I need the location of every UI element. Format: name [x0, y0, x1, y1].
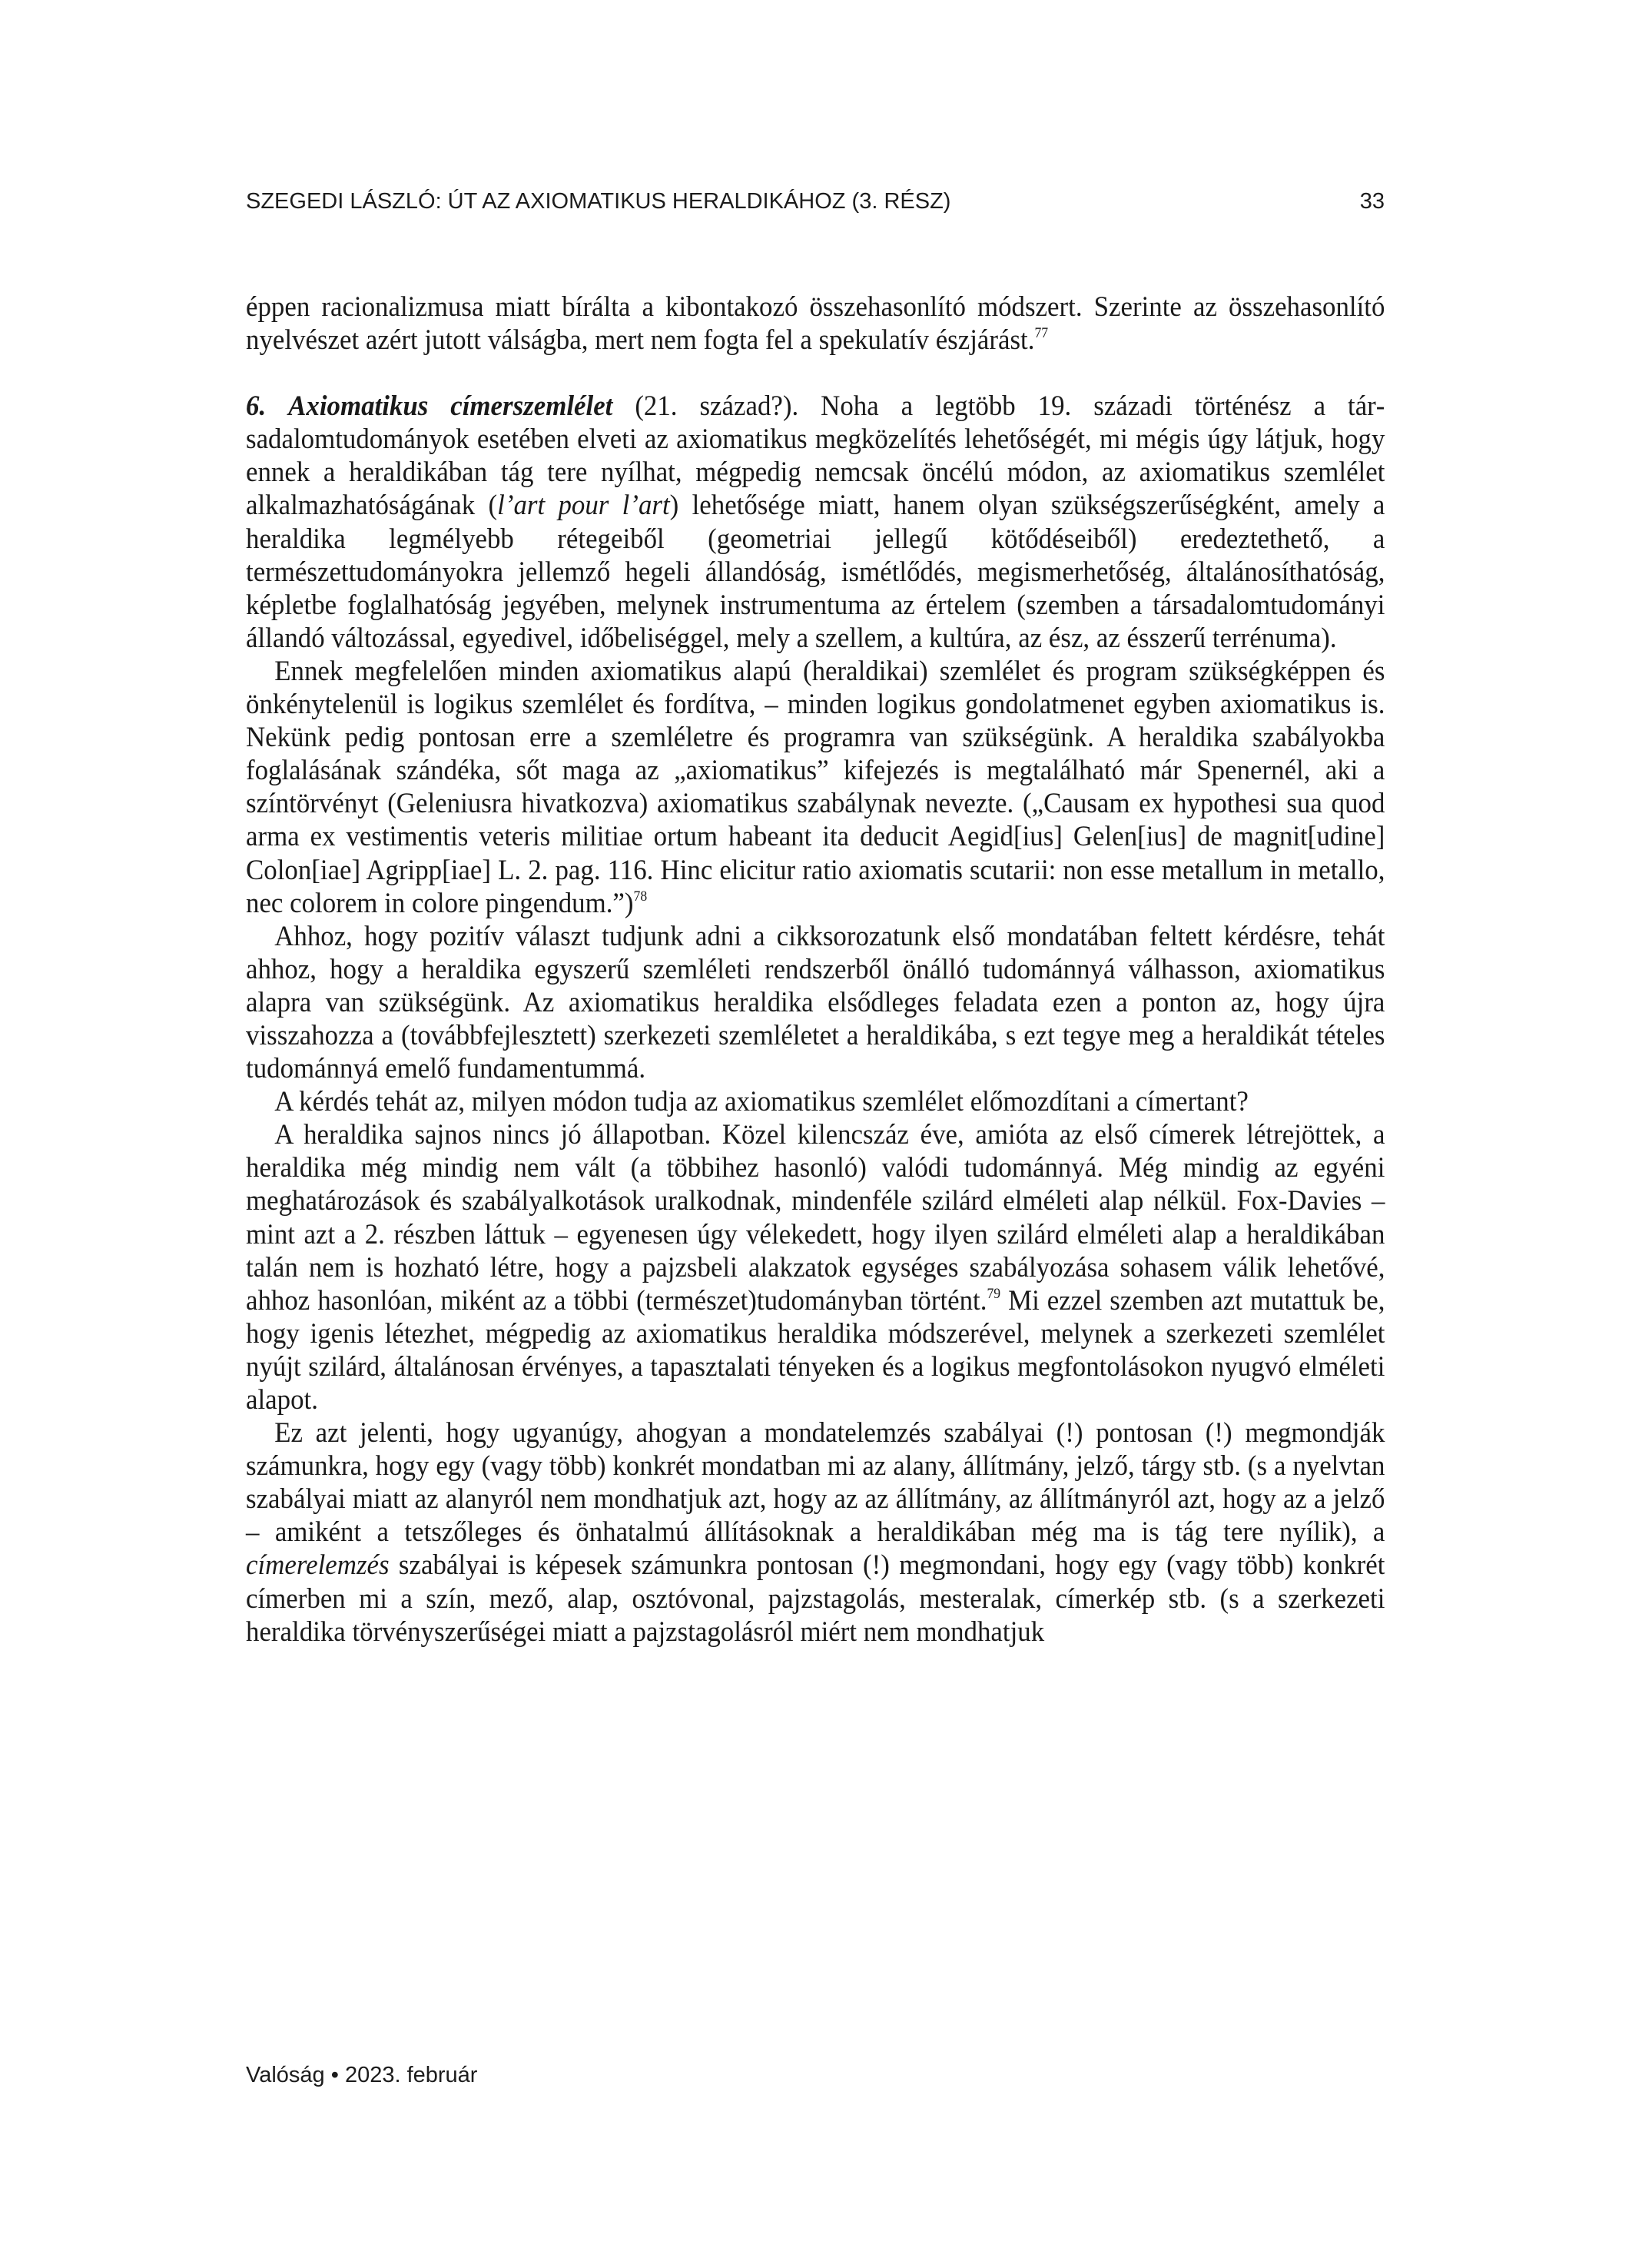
paragraph-text: ) lehetősége miatt, hanem olyan szükségszerűségként, amely a heraldika legmélyebb rétegeiből (geometriai jellegű kötődéseiből) eredeztethető, a természettudományokra jellemző hegeli állandóság, ismétlődés, megismerhetőség, általánosíthatóság, képletbe foglalhatóság jegyében, melynek instrumentuma az értelem (szemben a társadalomtudományi állandó változással, egyedivel, időbeliséggel, mely a szellem, a kultúra, az ész, az ésszerű terrénuma).: [246, 490, 1385, 654]
section-title: Axiomatikus címerszemlélet: [288, 390, 613, 423]
italic-term: címerelemzés: [246, 1549, 390, 1582]
paragraph-text: Ahhoz, hogy pozitív választ tudjunk adni a cikksorozatunk első mondatában feltett kérdésre, tehát ahhoz, hogy a heraldika egyszerű szemléleti rendszerből önálló tudománnyá válhasson, axiomatikus alapra van szükségünk. Az axiomatikus heraldika elsődleges feladata ezen a ponton az, hogy újra visszahozza a (továbbfejlesztett) szerkezeti szemléletet a heraldikába, s ezt tegye meg a heraldikát tételes tudománnyá emelő fundamentummá.: [246, 920, 1385, 1085]
paragraph-5: [246, 1085, 1385, 1118]
paragraph-text: szabályai is képesek számunkra pontosan (!) megmondani, hogy egy (vagy több) konkrét címerben mi a szín, mező, alap, osztóvonal, pajzstagolás, mesteralak, címerkép stb. (s a szerkezeti heraldika törvényszerűségei miatt a pajzstagolásról miért nem mondhatjuk: [246, 1549, 1385, 1648]
paragraph-1: [246, 291, 1385, 357]
running-title: SZEGEDI LÁSZLÓ: ÚT AZ AXIOMATIKUS HERALDIKÁHOZ (3. RÉSZ): [246, 189, 951, 214]
paragraph-text: Ez azt jelenti, hogy ugyanúgy, ahogyan a mondatelemzés szabályai (!) pontosan (!) megmondják számunkra, hogy egy (vagy több) konkrét mondatban mi az alany, állítmány, jelző, tárgy stb. (s a nyelvtan szabályai miatt az alanyról nem mondhatjuk azt, hogy az az állítmány, az állítmányról azt, hogy az a jelző – amiként a tetszőleges és önhatalmú állításoknak a heraldikában még ma is tág tere nyílik), a: [246, 1417, 1385, 1549]
footnote-ref-78[interactable]: 78: [633, 888, 648, 905]
paragraph-3: [246, 655, 1385, 920]
paragraph-text: éppen racionalizmusa miatt bírálta a kibontakozó összehasonlító módszert. Szerinte az összehasonlító nyelvészet azért jutott válságba, mert nem fogta fel a spekulatív észjárást.: [246, 291, 1385, 357]
issue-date: 2023. február: [344, 2063, 478, 2087]
paragraph-7: [246, 1416, 1385, 1649]
page-footer: [246, 2063, 477, 2088]
paragraph-4: [246, 920, 1385, 1085]
paragraph-text: Ennek megfelelően minden axiomatikus alapú (heraldikai) szemlélet és program szükségképpen és önkénytelenül is logikus szemlélet és fordítva, – minden logikus gondolatmenet egyben axiomatikus is. Nekünk pedig pontosan erre a szemléletre és programra van szükségünk. A heraldika szabályokba foglalásának szándéka, sőt maga az „axiomatikus” kifejezés is megtalálható már Spenernél, aki a színtörvényt (Geleniusra hivatkozva) axiomatikus szabálynak nevezte. („Causam ex hypothesi sua quod arma ex vestimentis veteris militiae ortum habeant ita deducit Aegid[ius] Gelen[ius] de magnit[udine] Colon[iae] Agripp[iae] L. 2. pag. 116. Hinc elicitur ratio axiomatis scutarii: non esse metallum in metallo, nec colorem in colore pingendum.”): [246, 655, 1385, 919]
footnote-ref-77[interactable]: 77: [1034, 325, 1049, 342]
paragraph-text: A heraldika sajnos nincs jó állapotban. Közel kilencszáz éve, amióta az első címerek létrejöttek, a heraldika még mindig nem vált (a többihez hasonló) valódi tudománnyá. Még mindig az egyéni meghatározások és szabályalkotások uralkodnak, mindenféle szilárd elméleti alap nélkül. Fox-Davies – mint azt a 2. részben láttuk – egyenesen úgy vélekedett, hogy ilyen szilárd elméleti alap a heraldikában talán nem is hozható létre, hogy a pajzsbeli alakzatok egységes szabályozása sohasem válik lehetővé, ahhoz hasonlóan, miként az a többi (természet)tudományban történt.: [246, 1119, 1385, 1317]
footnote-ref-79[interactable]: 79: [987, 1285, 1001, 1302]
paragraph-text: (21. század?). Noha a legtöbb 19. századi történész a társadalomtudományok esetében elveti az axiomatikus megközelítés lehetőségét, mi mégis úgy látjuk, hogy ennek a heraldikában tág tere nyílhat, mégpedig nemcsak öncélú módon, az axiomatikus szemlélet alkalmazhatóságának (: [246, 390, 1385, 522]
italic-phrase: l’art pour l’art: [497, 490, 670, 522]
bullet-separator: •: [330, 2063, 339, 2087]
paragraph-text: Mi ezzel szemben azt mutattuk be, hogy igenis létezhet, mégpedig az axiomatikus heraldika módszerével, melynek a szerkezeti szemlélet nyújt szilárd, általánosan érvényes, a tapasztalati tényeken és a logikus megfontolásokon nyugvó elméleti alapot.: [246, 1284, 1385, 1416]
section-number: 6.: [246, 390, 267, 423]
page-number: 33: [1359, 189, 1385, 214]
paragraph-section-6: [246, 390, 1385, 655]
paragraph-text: A kérdés tehát az, milyen módon tudja az axiomatikus szemlélet előmozdítani a címertant?: [274, 1086, 1249, 1118]
journal-name: Valóság: [246, 2063, 325, 2087]
paragraph-6: [246, 1118, 1385, 1416]
body-text: [246, 291, 1385, 1649]
running-head: [246, 189, 1385, 214]
